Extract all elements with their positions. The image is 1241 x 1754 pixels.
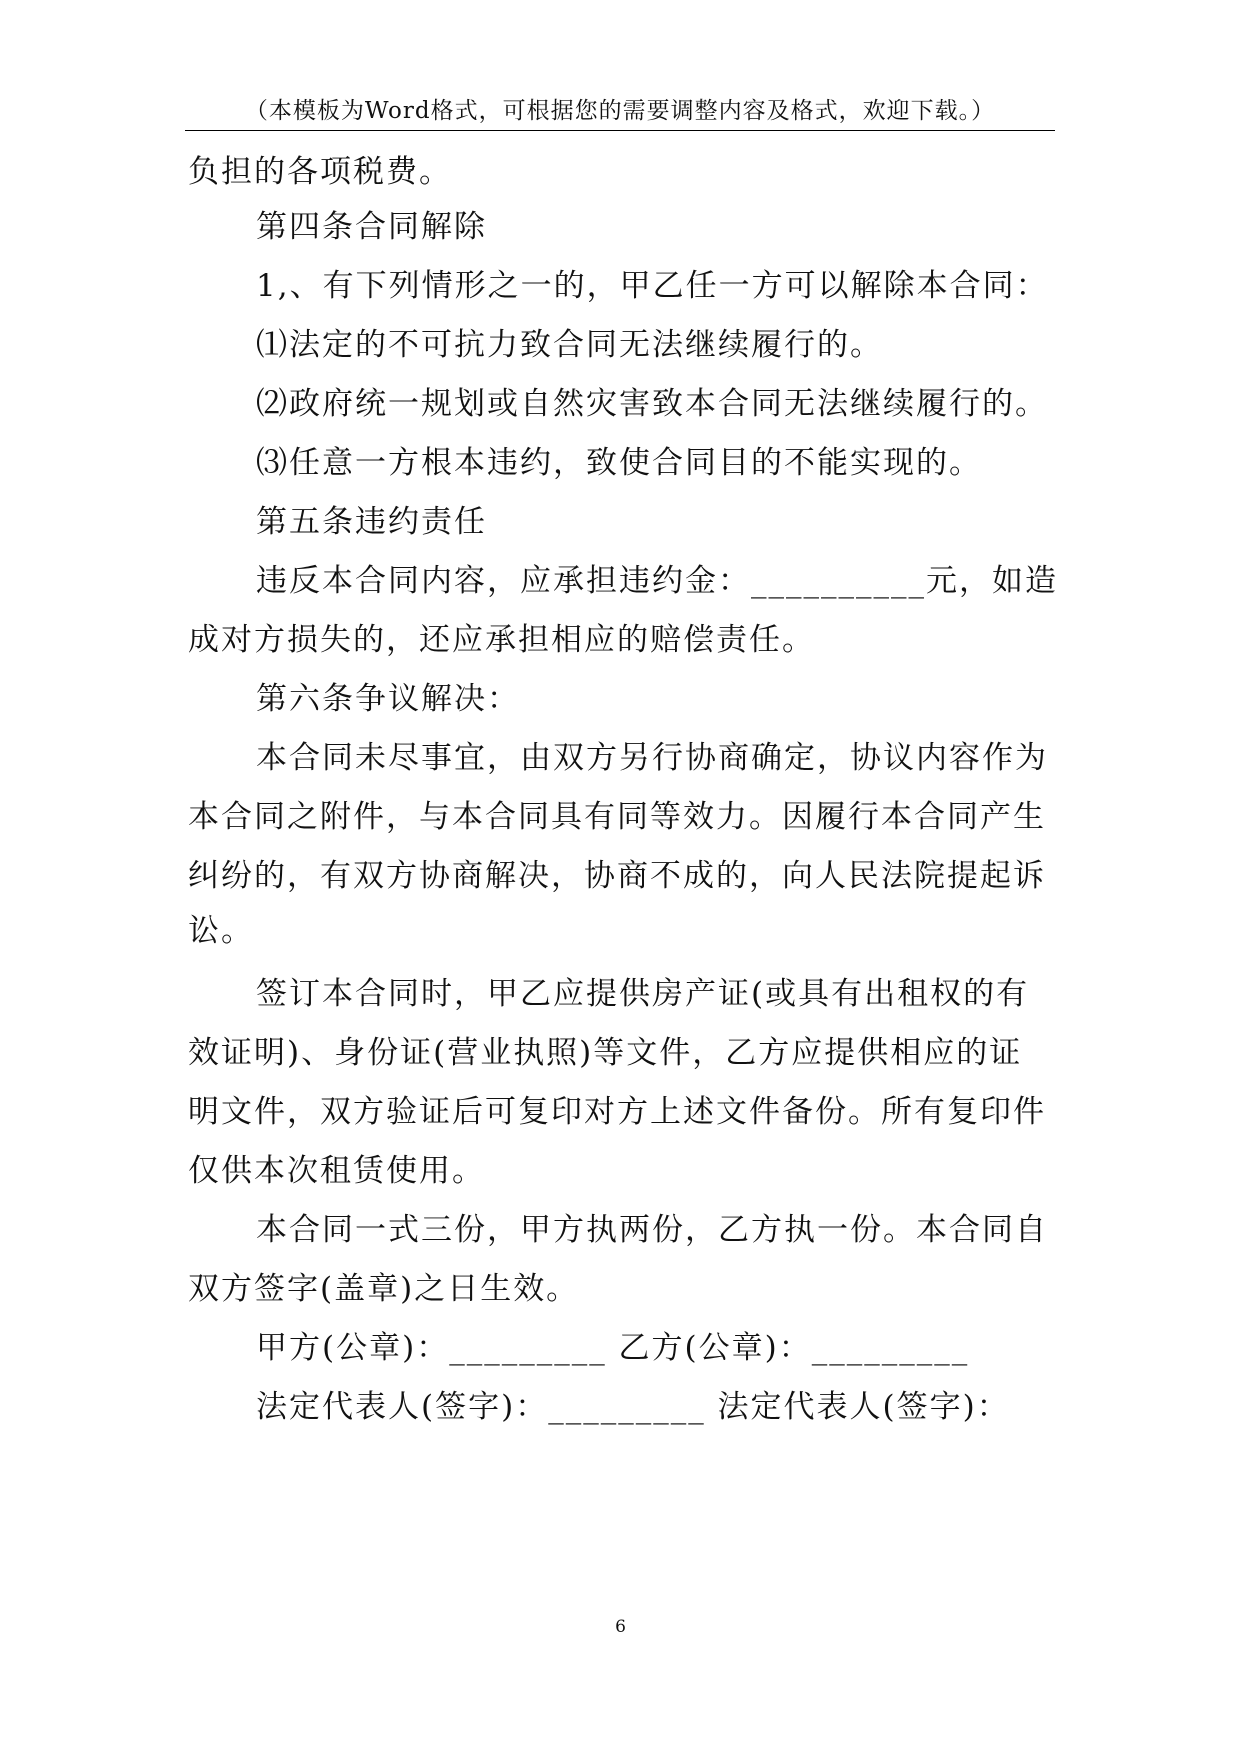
signature-line-representative: 法定代表人(签字)：_________ 法定代表人(签字)： <box>256 1389 1010 1425</box>
paragraph-line: 仅供本次租赁使用。 <box>188 1153 485 1189</box>
page-number: 6 <box>615 1617 626 1637</box>
paragraph-line: 纠纷的，有双方协商解决，协商不成的，向人民法院提起诉 <box>188 858 1046 894</box>
paragraph-line: 签订本合同时，甲乙应提供房产证(或具有出租权的有 <box>256 976 1030 1012</box>
paragraph-line: 讼。 <box>188 913 254 949</box>
paragraph-line: 明文件，双方验证后可复印对方上述文件备份。所有复印件 <box>188 1094 1046 1130</box>
list-item: ⑵政府统一规划或自然灾害致本合同无法继续履行的。 <box>256 386 1048 422</box>
section-heading-termination: 第四条合同解除 <box>256 209 487 245</box>
list-item: ⑴法定的不可抗力致合同无法继续履行的。 <box>256 327 883 363</box>
signature-line-seal: 甲方(公章)：_________ 乙方(公章)：_________ <box>256 1330 970 1366</box>
section-heading-liability: 第五条违约责任 <box>256 504 487 540</box>
template-note-header: （本模板为Word格式，可根据您的需要调整内容及格式，欢迎下载。） <box>244 98 996 124</box>
paragraph-line: 1,、有下列情形之一的，甲乙任一方可以解除本合同： <box>256 268 1049 304</box>
paragraph-line: 违反本合同内容，应承担违约金：__________元，如造 <box>256 563 1058 599</box>
paragraph-line: 成对方损失的，还应承担相应的赔偿责任。 <box>188 622 815 658</box>
list-item: ⑶任意一方根本违约，致使合同目的不能实现的。 <box>256 445 982 481</box>
paragraph-line: 负担的各项税费。 <box>188 154 452 190</box>
paragraph-line: 本合同之附件，与本合同具有同等效力。因履行本合同产生 <box>188 799 1046 835</box>
section-heading-dispute: 第六条争议解决： <box>256 681 520 717</box>
paragraph-line: 双方签字(盖章)之日生效。 <box>188 1271 580 1307</box>
paragraph-line: 本合同未尽事宜，由双方另行协商确定，协议内容作为 <box>256 740 1048 776</box>
paragraph-line: 本合同一式三份，甲方执两份，乙方执一份。本合同自 <box>256 1212 1048 1248</box>
paragraph-line: 效证明)、身份证(营业执照)等文件，乙方应提供相应的证 <box>188 1035 1023 1071</box>
header-divider <box>185 130 1055 131</box>
